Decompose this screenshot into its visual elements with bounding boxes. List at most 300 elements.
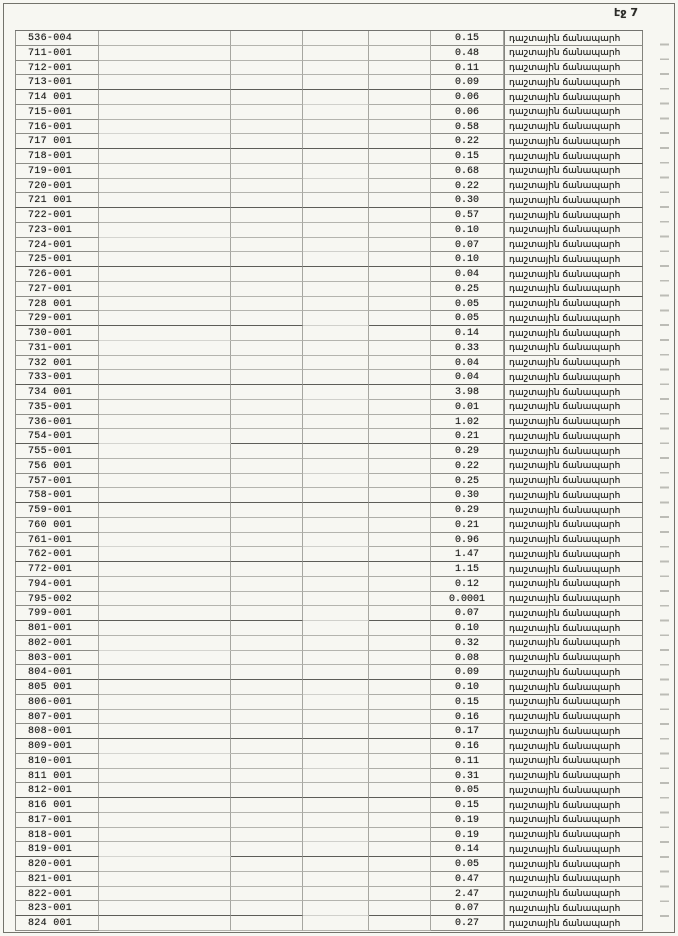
empty-cell <box>231 901 303 916</box>
row-value: 0.04 <box>431 370 504 385</box>
empty-cell <box>369 282 431 297</box>
empty-cell <box>303 75 369 90</box>
empty-cell <box>369 857 431 872</box>
table-row <box>15 813 643 828</box>
empty-cell <box>231 31 303 46</box>
empty-cell <box>303 592 369 607</box>
empty-cell <box>231 754 303 769</box>
row-value: 1.02 <box>431 415 504 430</box>
row-code: 820-001 <box>15 857 99 872</box>
empty-cell <box>231 636 303 651</box>
row-code: 810-001 <box>15 754 99 769</box>
table-row <box>15 75 643 90</box>
row-value: 0.27 <box>431 916 504 931</box>
table-row <box>15 503 643 518</box>
empty-cell <box>99 149 231 164</box>
empty-cell <box>303 606 369 621</box>
empty-cell <box>99 621 231 636</box>
empty-cell <box>99 75 231 90</box>
empty-cell <box>99 503 231 518</box>
empty-cell <box>99 356 231 371</box>
table-row <box>15 193 643 208</box>
empty-cell <box>303 267 369 282</box>
row-value: 1.47 <box>431 547 504 562</box>
empty-cell <box>303 828 369 843</box>
empty-cell <box>369 710 431 725</box>
row-code: 714 001 <box>15 90 99 105</box>
empty-cell <box>303 813 369 828</box>
row-code: 762-001 <box>15 547 99 562</box>
row-code: 713-001 <box>15 75 99 90</box>
row-description: դաշտային ճանապարհ <box>504 577 643 592</box>
empty-cell <box>369 179 431 194</box>
empty-cell <box>231 149 303 164</box>
empty-cell <box>369 769 431 784</box>
table-row <box>15 297 643 312</box>
row-code: 755-001 <box>15 444 99 459</box>
empty-cell <box>303 120 369 135</box>
row-code: 801-001 <box>15 621 99 636</box>
row-code: 721 001 <box>15 193 99 208</box>
row-description: դաշտային ճանապարհ <box>504 828 643 843</box>
row-code: 760 001 <box>15 518 99 533</box>
empty-cell <box>231 444 303 459</box>
empty-cell <box>303 223 369 238</box>
empty-cell <box>99 577 231 592</box>
table-row <box>15 415 643 430</box>
table-row <box>15 680 643 695</box>
empty-cell <box>369 798 431 813</box>
row-value: 0.10 <box>431 223 504 238</box>
empty-cell <box>369 533 431 548</box>
empty-cell <box>99 710 231 725</box>
row-description: դաշտային ճանապարհ <box>504 252 643 267</box>
empty-cell <box>231 842 303 857</box>
row-description: դաշտային ճանապարհ <box>504 415 643 430</box>
empty-cell <box>99 429 231 444</box>
row-code: 817-001 <box>15 813 99 828</box>
row-code: 811 001 <box>15 769 99 784</box>
table-row <box>15 798 643 813</box>
row-description: դաշտային ճանապարհ <box>504 695 643 710</box>
row-value: 0.22 <box>431 459 504 474</box>
empty-cell <box>99 651 231 666</box>
empty-cell <box>369 636 431 651</box>
empty-cell <box>99 828 231 843</box>
row-description: դաշտային ճանապարհ <box>504 857 643 872</box>
empty-cell <box>303 769 369 784</box>
empty-cell <box>99 46 231 61</box>
page-number: էջ 7 <box>614 6 638 19</box>
empty-cell <box>99 267 231 282</box>
table-row <box>15 90 643 105</box>
empty-cell <box>99 134 231 149</box>
empty-cell <box>303 400 369 415</box>
empty-cell <box>303 238 369 253</box>
empty-cell <box>231 90 303 105</box>
empty-cell <box>231 459 303 474</box>
empty-cell <box>231 193 303 208</box>
row-description: դաշտային ճանապարհ <box>504 769 643 784</box>
empty-cell <box>369 872 431 887</box>
empty-cell <box>99 252 231 267</box>
row-description: դաշտային ճանապարհ <box>504 385 643 400</box>
empty-cell <box>369 252 431 267</box>
empty-cell <box>231 252 303 267</box>
row-description: դաշտային ճանապարհ <box>504 326 643 341</box>
empty-cell <box>99 562 231 577</box>
empty-cell <box>303 61 369 76</box>
row-code: 712-001 <box>15 61 99 76</box>
row-code: 754-001 <box>15 429 99 444</box>
row-code: 736-001 <box>15 415 99 430</box>
table-row <box>15 149 643 164</box>
empty-cell <box>369 223 431 238</box>
empty-cell <box>369 75 431 90</box>
empty-cell <box>231 311 303 326</box>
row-description: դաշտային ճանապարհ <box>504 562 643 577</box>
row-description: դաշտային ճանապարհ <box>504 813 643 828</box>
table-row <box>15 326 643 341</box>
empty-cell <box>369 105 431 120</box>
empty-cell <box>369 400 431 415</box>
empty-cell <box>99 385 231 400</box>
row-value: 0.06 <box>431 90 504 105</box>
empty-cell <box>99 754 231 769</box>
table-row <box>15 459 643 474</box>
row-code: 761-001 <box>15 533 99 548</box>
row-code: 727-001 <box>15 282 99 297</box>
table-row <box>15 134 643 149</box>
row-value: 0.19 <box>431 813 504 828</box>
row-value: 1.15 <box>431 562 504 577</box>
empty-cell <box>369 916 431 931</box>
row-value: 0.48 <box>431 46 504 61</box>
empty-cell <box>303 518 369 533</box>
row-value: 0.30 <box>431 488 504 503</box>
row-value: 0.25 <box>431 474 504 489</box>
row-value: 0.29 <box>431 503 504 518</box>
row-code: 723-001 <box>15 223 99 238</box>
table-row <box>15 282 643 297</box>
empty-cell <box>369 164 431 179</box>
empty-cell <box>303 533 369 548</box>
empty-cell <box>303 149 369 164</box>
table-row <box>15 621 643 636</box>
empty-cell <box>303 798 369 813</box>
row-code: 822-001 <box>15 887 99 902</box>
empty-cell <box>303 164 369 179</box>
empty-cell <box>303 356 369 371</box>
row-description: դաշտային ճանապարհ <box>504 223 643 238</box>
empty-cell <box>231 75 303 90</box>
row-code: 812-001 <box>15 783 99 798</box>
empty-cell <box>303 31 369 46</box>
row-code: 806-001 <box>15 695 99 710</box>
table-row <box>15 887 643 902</box>
empty-cell <box>303 901 369 916</box>
empty-cell <box>231 680 303 695</box>
row-description: դաշտային ճանապարհ <box>504 503 643 518</box>
row-description: դաշտային ճանապարհ <box>504 739 643 754</box>
row-value: 0.04 <box>431 267 504 282</box>
table-row <box>15 46 643 61</box>
row-code: 824 001 <box>15 916 99 931</box>
empty-cell <box>231 857 303 872</box>
row-code: 821-001 <box>15 872 99 887</box>
empty-cell <box>99 547 231 562</box>
row-value: 0.10 <box>431 680 504 695</box>
row-code: 732 001 <box>15 356 99 371</box>
row-value: 0.30 <box>431 193 504 208</box>
empty-cell <box>231 813 303 828</box>
empty-cell <box>231 518 303 533</box>
empty-cell <box>231 385 303 400</box>
table-row <box>15 105 643 120</box>
empty-cell <box>303 297 369 312</box>
row-code: 759-001 <box>15 503 99 518</box>
empty-cell <box>303 370 369 385</box>
empty-cell <box>303 651 369 666</box>
table-row <box>15 120 643 135</box>
row-description: դաշտային ճանապարհ <box>504 680 643 695</box>
empty-cell <box>99 916 231 931</box>
empty-cell <box>303 90 369 105</box>
empty-cell <box>99 901 231 916</box>
table-row <box>15 606 643 621</box>
table-row <box>15 61 643 76</box>
row-description: դաշտային ճանապարհ <box>504 193 643 208</box>
row-value: 0.14 <box>431 842 504 857</box>
row-value: 0.57 <box>431 208 504 223</box>
empty-cell <box>231 783 303 798</box>
row-value: 0.12 <box>431 577 504 592</box>
table-row <box>15 916 643 931</box>
empty-cell <box>369 267 431 282</box>
table-row <box>15 370 643 385</box>
empty-cell <box>369 754 431 769</box>
table-row <box>15 356 643 371</box>
row-value: 0.68 <box>431 164 504 179</box>
row-description: դաշտային ճանապարհ <box>504 370 643 385</box>
row-code: 819-001 <box>15 842 99 857</box>
empty-cell <box>231 695 303 710</box>
empty-cell <box>231 46 303 61</box>
empty-cell <box>231 341 303 356</box>
empty-cell <box>303 547 369 562</box>
empty-cell <box>99 311 231 326</box>
empty-cell <box>369 606 431 621</box>
empty-cell <box>99 518 231 533</box>
empty-cell <box>99 120 231 135</box>
empty-cell <box>303 282 369 297</box>
row-description: դաշտային ճանապարհ <box>504 916 643 931</box>
row-description: դաշտային ճանապարհ <box>504 606 643 621</box>
row-code: 803-001 <box>15 651 99 666</box>
row-description: դաշտային ճանապարհ <box>504 297 643 312</box>
row-value: 0.05 <box>431 783 504 798</box>
table-row <box>15 267 643 282</box>
row-value: 0.17 <box>431 724 504 739</box>
empty-cell <box>369 887 431 902</box>
empty-cell <box>231 606 303 621</box>
empty-cell <box>369 208 431 223</box>
empty-cell <box>369 356 431 371</box>
empty-cell <box>369 695 431 710</box>
row-value: 0.96 <box>431 533 504 548</box>
empty-cell <box>231 828 303 843</box>
table-row <box>15 901 643 916</box>
empty-cell <box>369 238 431 253</box>
empty-cell <box>369 311 431 326</box>
empty-cell <box>99 665 231 680</box>
empty-cell <box>303 179 369 194</box>
empty-cell <box>99 90 231 105</box>
row-code: 772-001 <box>15 562 99 577</box>
empty-cell <box>99 238 231 253</box>
empty-cell <box>99 636 231 651</box>
empty-cell <box>231 400 303 415</box>
empty-cell <box>99 724 231 739</box>
row-value: 0.0001 <box>431 592 504 607</box>
row-description: դաշտային ճանապարհ <box>504 636 643 651</box>
empty-cell <box>369 149 431 164</box>
empty-cell <box>369 341 431 356</box>
empty-cell <box>303 577 369 592</box>
empty-cell <box>99 783 231 798</box>
row-code: 718-001 <box>15 149 99 164</box>
row-code: 735-001 <box>15 400 99 415</box>
empty-cell <box>231 370 303 385</box>
empty-cell <box>231 164 303 179</box>
table-row <box>15 783 643 798</box>
empty-cell <box>369 444 431 459</box>
row-code: 805 001 <box>15 680 99 695</box>
empty-cell <box>99 798 231 813</box>
empty-cell <box>303 474 369 489</box>
row-value: 0.15 <box>431 695 504 710</box>
empty-cell <box>303 887 369 902</box>
row-value: 0.32 <box>431 636 504 651</box>
row-value: 0.14 <box>431 326 504 341</box>
empty-cell <box>231 415 303 430</box>
table-row <box>15 238 643 253</box>
empty-cell <box>231 798 303 813</box>
empty-cell <box>303 444 369 459</box>
row-description: դաշտային ճանապարհ <box>504 754 643 769</box>
empty-cell <box>369 61 431 76</box>
empty-cell <box>99 415 231 430</box>
row-description: դաշտային ճանապարհ <box>504 134 643 149</box>
table-row <box>15 769 643 784</box>
empty-cell <box>303 665 369 680</box>
empty-cell <box>231 710 303 725</box>
row-code: 734 001 <box>15 385 99 400</box>
empty-cell <box>369 326 431 341</box>
table-row <box>15 31 643 46</box>
row-value: 2.47 <box>431 887 504 902</box>
row-value: 0.04 <box>431 356 504 371</box>
empty-cell <box>231 61 303 76</box>
row-description: դաշտային ճանապարհ <box>504 311 643 326</box>
row-code: 731-001 <box>15 341 99 356</box>
empty-cell <box>231 621 303 636</box>
empty-cell <box>303 783 369 798</box>
row-value: 0.07 <box>431 901 504 916</box>
row-description: դաշտային ճանապարհ <box>504 798 643 813</box>
row-description: դաշտային ճանապարհ <box>504 105 643 120</box>
row-code: 733-001 <box>15 370 99 385</box>
table-row <box>15 562 643 577</box>
row-value: 0.22 <box>431 179 504 194</box>
empty-cell <box>99 31 231 46</box>
row-code: 711-001 <box>15 46 99 61</box>
empty-cell <box>303 724 369 739</box>
row-value: 0.05 <box>431 857 504 872</box>
empty-cell <box>99 695 231 710</box>
empty-cell <box>369 651 431 666</box>
empty-cell <box>231 429 303 444</box>
empty-cell <box>369 90 431 105</box>
empty-cell <box>303 857 369 872</box>
table-row <box>15 739 643 754</box>
empty-cell <box>303 252 369 267</box>
empty-cell <box>369 783 431 798</box>
row-description: դաշտային ճանապարհ <box>504 46 643 61</box>
row-value: 0.11 <box>431 61 504 76</box>
table-row <box>15 547 643 562</box>
empty-cell <box>231 105 303 120</box>
row-value: 0.09 <box>431 665 504 680</box>
empty-cell <box>99 739 231 754</box>
table-row <box>15 636 643 651</box>
row-value: 0.21 <box>431 429 504 444</box>
empty-cell <box>369 370 431 385</box>
row-description: դաշտային ճանապարհ <box>504 267 643 282</box>
row-value: 0.58 <box>431 120 504 135</box>
empty-cell <box>303 341 369 356</box>
empty-cell <box>231 547 303 562</box>
empty-cell <box>99 223 231 238</box>
empty-cell <box>303 429 369 444</box>
table-row <box>15 592 643 607</box>
empty-cell <box>231 282 303 297</box>
empty-cell <box>369 385 431 400</box>
empty-cell <box>369 488 431 503</box>
empty-cell <box>369 31 431 46</box>
row-value: 0.07 <box>431 606 504 621</box>
row-description: դաշտային ճանապարհ <box>504 872 643 887</box>
row-description: դաշտային ճանապարհ <box>504 149 643 164</box>
empty-cell <box>231 356 303 371</box>
empty-cell <box>231 120 303 135</box>
row-value: 0.15 <box>431 798 504 813</box>
empty-cell <box>231 916 303 931</box>
empty-cell <box>303 916 369 931</box>
empty-cell <box>99 813 231 828</box>
row-code: 799-001 <box>15 606 99 621</box>
row-value: 0.07 <box>431 238 504 253</box>
empty-cell <box>369 680 431 695</box>
row-value: 0.05 <box>431 311 504 326</box>
row-code: 720-001 <box>15 179 99 194</box>
empty-cell <box>99 887 231 902</box>
row-code: 808-001 <box>15 724 99 739</box>
empty-cell <box>231 267 303 282</box>
row-code: 719-001 <box>15 164 99 179</box>
row-code: 758-001 <box>15 488 99 503</box>
table-row <box>15 857 643 872</box>
